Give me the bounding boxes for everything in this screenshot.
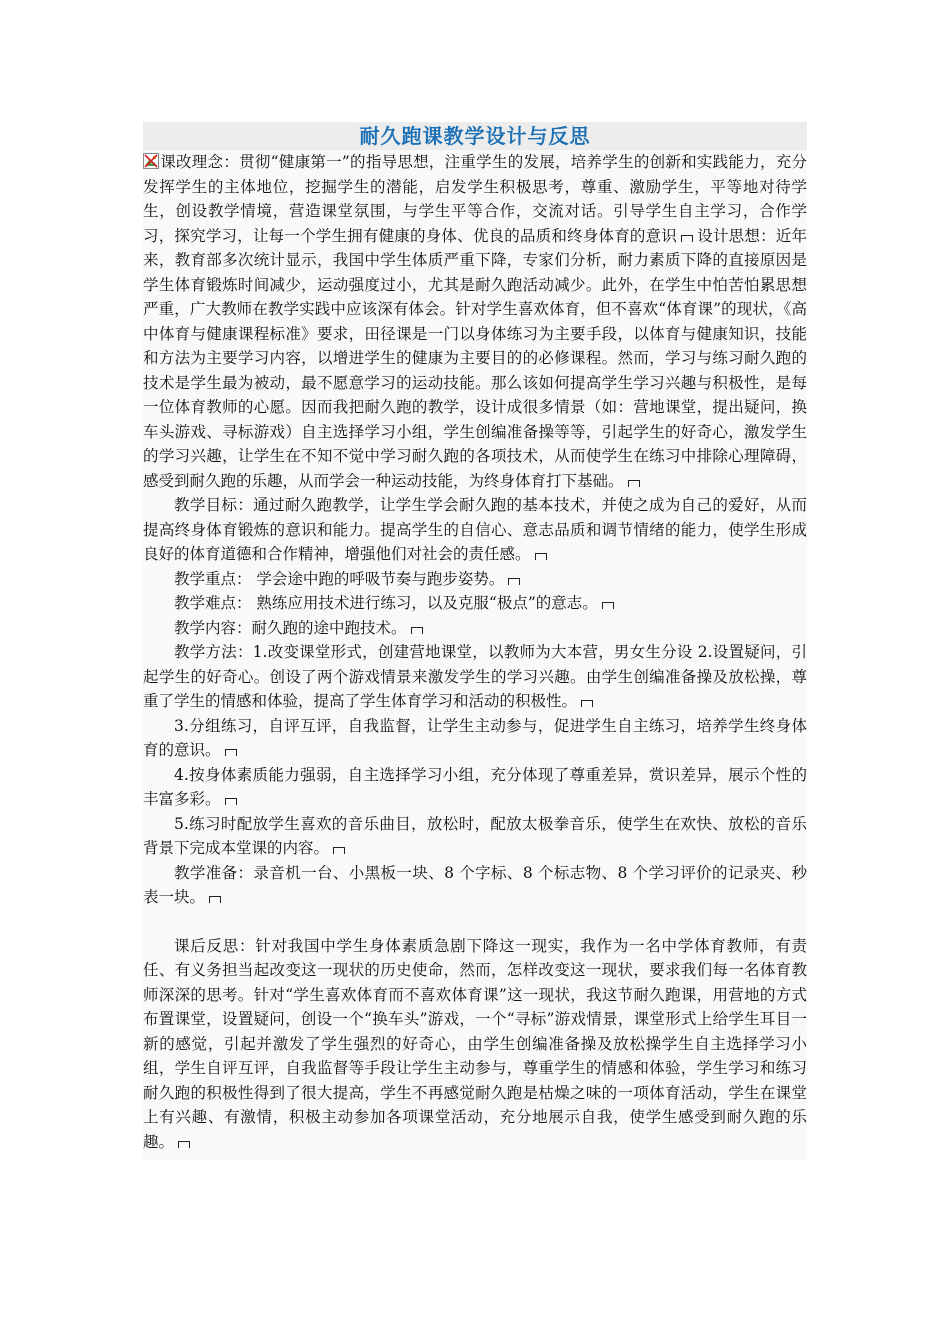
difficulty-text: 教学难点： 熟练应用技术进行练习，以及克服“极点”的意志。 [174,594,598,612]
blank-line [143,910,807,934]
method-text: 教学方法：1.改变课堂形式，创建营地课堂，以教师为大本营，男女生分设 2.设置疑问，引起学生的好奇心。创设了两个游戏情景来激发学生的学习兴趣。由学生创编准备操及放松操，尊重了学生的情感和体验，提高了学生体育学习和活动的积极性。 [143,643,807,710]
paragraph-mark-icon [581,700,593,707]
paragraph-mark-icon [209,896,221,903]
paragraph-mark-icon [681,235,693,242]
paragraph-mark-icon [225,749,237,756]
goal-text: 教学目标：通过耐久跑教学，让学生学会耐久跑的基本技术，并使之成为自己的爱好，从而提高终身体育锻炼的意识和能力。提高学生的自信心、意志品质和调节情绪的能力，使学生形成良好的体育道德和合作精神，增强他们对社会的责任感。 [143,496,807,563]
paragraph-method-4 [143,763,807,812]
paragraph-difficulty [143,591,807,616]
key-point-text: 教学重点： 学会途中跑的呼吸节奏与跑步姿势。 [174,569,505,588]
paragraph-method-3 [143,714,807,763]
paragraph-preparation [143,861,807,910]
method-5-text: 5.练习时配放学生喜欢的音乐曲目，放松时，配放太极拳音乐，使学生在欢快、放松的音乐背景下完成本堂课的内容。 [143,814,807,857]
broken-image-icon [143,153,159,169]
preparation-text: 教学准备：录音机一台、小黑板一块、8 个字标、8 个标志物、8 个学习评价的记录夹、秒表一块。 [143,863,807,906]
document-title: 耐久跑课教学设计与反思 [143,122,807,150]
paragraph-mark-icon [333,847,345,854]
paragraph-method [143,640,807,714]
paragraph-reflection [143,934,807,1155]
method-3-text: 3.分组练习，自评互评，自我监督，让学生主动参与，促进学生自主练习，培养学生终身体育的意识。 [143,716,807,759]
paragraph-mark-icon [411,627,423,634]
paragraph-key-point [143,567,807,592]
paragraph-mark-icon [535,553,547,560]
concept-text: 课改理念：贯彻“健康第一”的指导思想，注重学生的发展，培养学生的创新和实践能力，充分发挥学生的主体地位，挖掘学生的潜能，启发学生积极思考，尊重、激励学生，平等地对待学生，创设教学情境，营造课堂氛围，与学生平等合作，交流对话。引导学生自主学习，合作学习，探究学习，让每一个学生拥有健康的身体、优良的品质和终身体育的意识 [143,153,807,245]
paragraph-mark-icon [508,578,520,585]
paragraph-goal [143,493,807,567]
paragraph-method-5 [143,812,807,861]
paragraph-content [143,616,807,641]
paragraph-mark-icon [178,1141,190,1148]
method-4-text: 4.按身体素质能力强弱，自主选择学习小组，充分体现了尊重差异，赏识差异，展示个性的丰富多彩。 [143,765,807,808]
paragraph-mark-icon [602,602,614,609]
paragraph-concept-design [143,150,807,493]
document-body [143,122,807,1160]
content-text: 教学内容：耐久跑的途中跑技术。 [174,618,407,637]
reflection-text: 课后反思：针对我国中学生身体素质急剧下降这一现实，我作为一名中学体育教师，有责任、有义务担当起改变这一现状的历史使命，然而，怎样改变这一现状，要求我们每一名体育教师深深的思考。针对“学生喜欢体育而不喜欢体育课”这一现状，我这节耐久跑课，用营地的方式布置课堂，设置疑问，创设一个“换车头”游戏，一个“寻标”游戏情景，课堂形式上给学生耳目一新的感觉，引起并激发了学生强烈的好奇心，由学生创编准备操及放松操学生自主选择学习小组，学生自评互评，自我监督等手段让学生主动参与，尊重学生的情感和体验，学生学习和练习耐久跑的积极性得到了很大提高，学生不再感觉耐久跑是枯燥之味的一项体育活动，学生在课堂上有兴趣、有激情，积极主动参加各项课堂活动，充分地展示自我，使学生感受到耐久跑的乐趣。 [143,936,807,1151]
design-text: 设计思想：近年来，教育部多次统计显示，我国中学生体质严重下降，专家们分析，耐力素质下降的直接原因是学生体育锻炼时间减少，运动强度过小，尤其是耐久跑活动减少。此外，在学生中怕苦怕累思想严重，广大教师在教学实践中应该深有体会。针对学生喜欢体育，但不喜欢“体育课”的现状，《高中体育与健康课程标准》要求，田径课是一门以身体练习为主要手段，以体育与健康知识，技能和方法为主要学习内容，以增进学生的健康为主要目的的必修课程。然而，学习与练习耐久跑的技术是学生最为被动，最不愿意学习的运动技能。那么该如何提高学生学习兴趣与积极性，是每一位体育教师的心愿。因而我把耐久跑的教学，设计成很多情景（如：营地课堂，提出疑问，换车头游戏、寻标游戏）自主选择学习小组，学生创编准备操等等，引起学生的好奇心，激发学生的学习兴趣，让学生在不知不觉中学习耐久跑的各项技术，从而使学生在练习中排除心理障碍，感受到耐久跑的乐趣，从而学会一种运动技能，为终身体育打下基础。 [143,226,807,490]
paragraph-mark-icon [628,480,640,487]
paragraph-mark-icon [225,798,237,805]
